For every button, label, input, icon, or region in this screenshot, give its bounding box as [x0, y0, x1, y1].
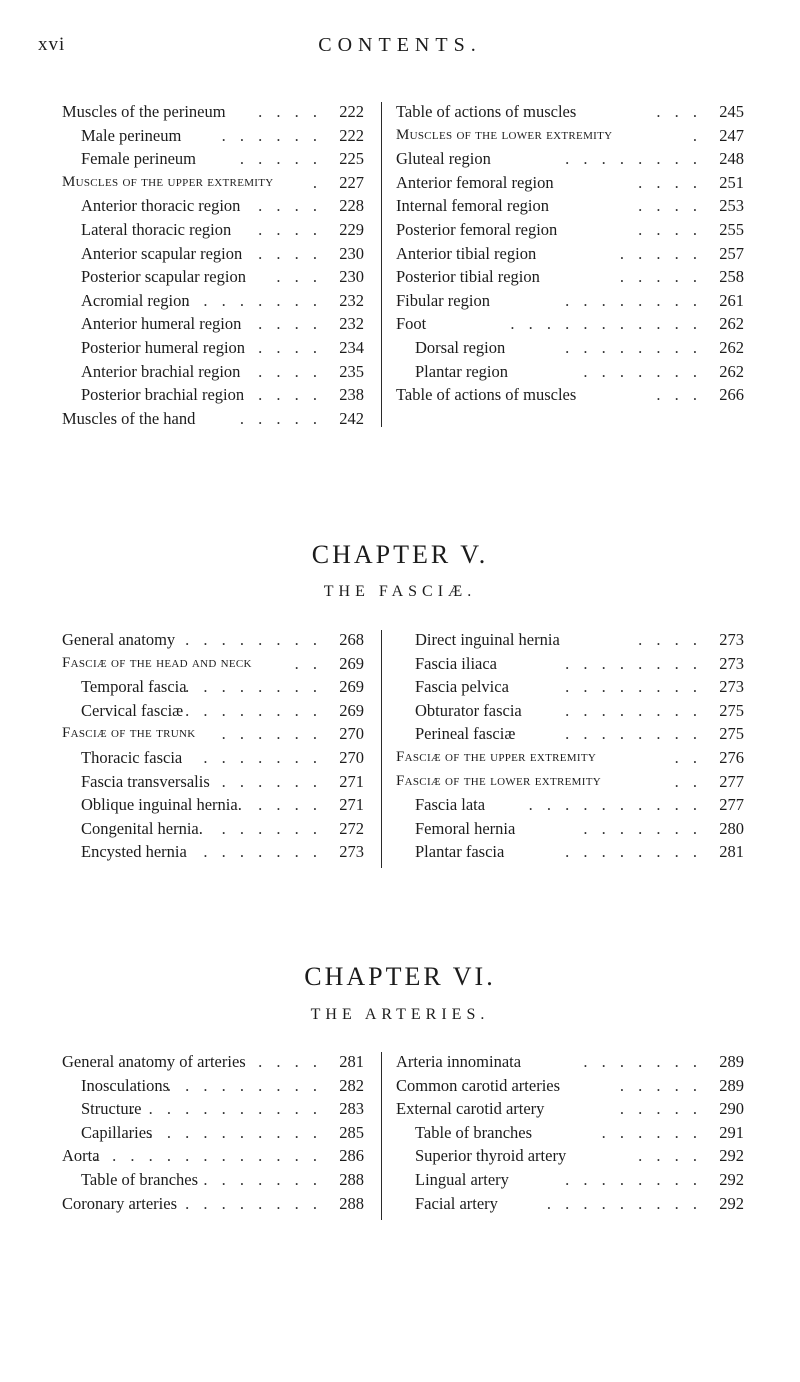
toc-entry-label: External carotid artery	[396, 1099, 545, 1119]
toc-entry-label: Fasciæ of the head and neck	[62, 654, 252, 671]
toc-entry-page: 270	[339, 724, 364, 744]
toc-entry-page: 292	[719, 1146, 744, 1166]
dot-leader: . . . . .	[619, 1099, 702, 1119]
toc-entry	[62, 407, 364, 431]
toc-entry-label: Arteria innominata	[396, 1052, 522, 1071]
toc-entry-page: 277	[719, 795, 744, 815]
toc-entry	[62, 817, 364, 841]
dot-leader: . . . .	[258, 795, 322, 815]
toc-entry	[62, 840, 364, 864]
toc-entry-label: General anatomy of arteries	[62, 1052, 246, 1071]
toc-entry	[396, 722, 744, 746]
dot-leader: . . . .	[258, 243, 322, 263]
toc-entry-label: Fascia iliaca	[415, 653, 498, 673]
toc-entry	[396, 265, 744, 289]
toc-entry-page: 229	[339, 219, 364, 239]
dot-leader: . . . . . . . .	[565, 290, 702, 310]
dot-leader: . . . .	[258, 196, 322, 216]
toc-entry-label: Table of actions of muscles	[396, 385, 577, 405]
toc-entry	[62, 1097, 364, 1121]
toc-entry-page: 275	[719, 724, 744, 744]
toc-entry-page: 276	[719, 747, 744, 767]
toc-entry	[396, 840, 744, 864]
toc-entry-label: Gluteal region	[396, 149, 491, 169]
dot-leader: . . . . .	[239, 149, 322, 169]
toc-entry-page: 268	[339, 630, 364, 649]
toc-entry-label: Anterior thoracic region	[81, 196, 241, 216]
toc-entry	[62, 360, 364, 384]
toc-column-right	[396, 1050, 744, 1215]
toc-entry-label: Lingual artery	[415, 1169, 509, 1189]
toc-entry	[62, 336, 364, 360]
toc-entry	[396, 171, 744, 195]
dot-leader: . . . . . . . . . . . . .	[93, 1146, 322, 1166]
toc-entry-label: Perineal fasciæ	[415, 724, 516, 744]
dot-leader: .	[692, 125, 702, 145]
toc-entry-page: 272	[339, 818, 364, 838]
dot-leader: . . . . . .	[221, 724, 322, 744]
toc-entry-page: 232	[339, 314, 364, 334]
toc-entry-page: 280	[719, 818, 744, 838]
toc-entry-page: 292	[719, 1169, 744, 1189]
toc-entry	[62, 124, 364, 148]
toc-entry-page: 283	[339, 1099, 364, 1119]
toc-entry-page: 273	[339, 842, 364, 862]
toc-entry-page: 222	[339, 102, 364, 121]
toc-entry	[396, 1144, 744, 1168]
toc-entry	[62, 1168, 364, 1192]
dot-leader: . . . . .	[239, 408, 322, 428]
toc-entry-page: 269	[339, 653, 364, 673]
toc-entry-page: 248	[719, 149, 744, 169]
dot-leader: . . . . . .	[601, 1122, 702, 1142]
toc-entry	[62, 675, 364, 699]
toc-entry-label: Capillaries	[81, 1122, 153, 1142]
toc-entry-page: 262	[719, 337, 744, 357]
toc-entry-page: 270	[339, 747, 364, 767]
toc-entry-label: Plantar region	[415, 361, 509, 381]
toc-entry-label: Fasciæ of the lower extremity	[396, 772, 601, 789]
dot-leader: . . . . . . . .	[565, 724, 702, 744]
dot-leader: . . . . . .	[221, 771, 322, 791]
toc-entry-page: 273	[719, 677, 744, 697]
toc-column-left	[62, 1050, 364, 1215]
toc-entry-page: 288	[339, 1169, 364, 1189]
dot-leader: . . . . . . . .	[185, 630, 322, 649]
toc-entry-label: Anterior humeral region	[81, 314, 242, 334]
toc-entry-page: 262	[719, 314, 744, 334]
toc-entry-page: 282	[339, 1075, 364, 1095]
dot-leader: . . . .	[258, 102, 322, 121]
toc-entry-page: 289	[719, 1052, 744, 1071]
toc-entry-label: Anterior femoral region	[396, 172, 554, 192]
toc-block-arteries	[0, 1050, 800, 1225]
toc-entry	[396, 124, 744, 148]
column-divider	[381, 630, 382, 868]
toc-column-right	[396, 628, 744, 864]
dot-leader: . . . .	[258, 1052, 322, 1071]
toc-entry-label: Posterior brachial region	[81, 385, 245, 405]
toc-entry-label: Superior thyroid artery	[415, 1146, 567, 1166]
toc-entry	[396, 242, 744, 266]
toc-entry-page: 238	[339, 385, 364, 405]
toc-entry	[396, 1121, 744, 1145]
toc-entry	[62, 194, 364, 218]
dot-leader: . . . . . .	[221, 818, 322, 838]
toc-entry-page: 230	[339, 267, 364, 287]
chapter-v-title: CHAPTER V.	[311, 540, 489, 569]
toc-entry-label: Thoracic fascia	[81, 747, 183, 767]
toc-entry-page: 288	[339, 1193, 364, 1213]
toc-column-left	[62, 100, 364, 430]
dot-leader: . . . . .	[619, 267, 702, 287]
toc-entry-label: Plantar fascia	[415, 842, 505, 862]
toc-entry-label: Fibular region	[396, 290, 490, 310]
dot-leader: . . .	[656, 385, 702, 405]
dot-leader: . . . . . . . .	[185, 1193, 322, 1213]
dot-leader: . . . . . . .	[203, 747, 322, 767]
dot-leader: . . . . . . .	[583, 361, 702, 381]
toc-entry-label: Femoral hernia	[415, 818, 516, 838]
toc-entry-label: Anterior scapular region	[81, 243, 243, 263]
toc-entry-label: Posterior femoral region	[396, 219, 558, 239]
dot-leader: . . . . . . .	[203, 1169, 322, 1189]
toc-entry-page: 230	[339, 243, 364, 263]
toc-entry-label: Common carotid arteries	[396, 1075, 561, 1095]
toc-entry-label: Table of actions of muscles	[396, 102, 577, 121]
toc-entry-label: Cervical fasciæ	[81, 700, 184, 720]
toc-entry-label: Oblique inguinal hernia.	[81, 795, 242, 815]
toc-entry-label: Muscles of the perineum	[62, 102, 226, 121]
running-title: CONTENTS.	[318, 34, 482, 56]
toc-entry	[62, 100, 364, 124]
toc-entry-page: 291	[719, 1122, 744, 1142]
toc-entry-label: Structure	[81, 1099, 142, 1119]
toc-entry	[396, 360, 744, 384]
toc-entry-label: Muscles of the lower extremity	[396, 126, 613, 143]
toc-entry-page: 292	[719, 1193, 744, 1213]
dot-leader: . . . .	[258, 337, 322, 357]
dot-leader: . .	[674, 771, 702, 791]
toc-entry-label: Muscles of the hand	[62, 408, 196, 428]
toc-entry-label: Posterior humeral region	[81, 337, 246, 357]
dot-leader: . . . . . . .	[583, 1052, 702, 1071]
toc-entry-page: 273	[719, 653, 744, 673]
dot-leader: . . . . . . .	[203, 842, 322, 862]
toc-entry-page: 225	[339, 149, 364, 169]
toc-entry-label: Posterior scapular region	[81, 267, 246, 287]
toc-entry-page: 290	[719, 1099, 744, 1119]
dot-leader: . . . . . . . .	[565, 677, 702, 697]
toc-entry-label: Fascia pelvica	[415, 677, 509, 697]
toc-entry	[396, 675, 744, 699]
toc-entry-page: 245	[719, 102, 744, 121]
toc-entry	[62, 1050, 364, 1074]
toc-block-fasciae	[0, 628, 800, 873]
toc-entry-label: Lateral thoracic region	[81, 219, 232, 239]
dot-leader: . .	[674, 747, 702, 767]
toc-entry-label: Table of branches	[415, 1122, 533, 1142]
dot-leader: . . . . . . . .	[185, 677, 322, 697]
toc-entry-page: 255	[719, 219, 744, 239]
toc-entry	[396, 793, 744, 817]
toc-entry	[396, 817, 744, 841]
toc-entry-page: 271	[339, 795, 364, 815]
dot-leader: . . . . . . . . . . .	[510, 314, 702, 334]
toc-entry	[62, 383, 364, 407]
dot-leader: . . . . . . . .	[565, 842, 702, 862]
toc-entry	[396, 218, 744, 242]
toc-entry-page: 286	[339, 1146, 364, 1166]
toc-entry-page: 258	[719, 267, 744, 287]
dot-leader: . . . . . . . .	[565, 653, 702, 673]
dot-leader: . . . . .	[619, 243, 702, 263]
dot-leader: . . .	[276, 267, 322, 287]
toc-entry-page: 275	[719, 700, 744, 720]
toc-entry	[396, 628, 744, 652]
toc-entry	[62, 171, 364, 195]
dot-leader: . . . .	[258, 219, 322, 239]
toc-entry	[62, 746, 364, 770]
toc-entry	[62, 1192, 364, 1216]
toc-entry	[62, 1121, 364, 1145]
toc-entry-page: 285	[339, 1122, 364, 1142]
dot-leader: . . . .	[258, 314, 322, 334]
dot-leader: . . . . .	[619, 1075, 702, 1095]
toc-entry-label: Dorsal region	[415, 337, 506, 357]
toc-entry	[62, 312, 364, 336]
toc-column-right	[396, 100, 744, 407]
toc-entry	[396, 312, 744, 336]
toc-entry-label: Direct inguinal hernia	[415, 630, 560, 649]
toc-entry-label: Anterior brachial region	[81, 361, 241, 381]
toc-entry-page: 281	[339, 1052, 364, 1071]
dot-leader: . . . .	[638, 1146, 702, 1166]
dot-leader: . . . .	[638, 196, 702, 216]
toc-column-left	[62, 628, 364, 864]
toc-entry	[62, 652, 364, 676]
toc-entry-page: 227	[339, 172, 364, 192]
toc-entry	[396, 699, 744, 723]
chapter-v-subtitle: THE FASCIÆ.	[323, 583, 477, 600]
toc-entry	[62, 1074, 364, 1098]
dot-leader: . . . . . . . . . . .	[130, 1099, 322, 1119]
dot-leader: . . . .	[638, 172, 702, 192]
dot-leader: . . . .	[258, 385, 322, 405]
toc-entry-page: 247	[719, 125, 744, 145]
toc-entry	[396, 1097, 744, 1121]
toc-entry-page: 228	[339, 196, 364, 216]
dot-leader: . . . . . . . . . .	[148, 1122, 322, 1142]
toc-entry-page: 266	[719, 385, 744, 405]
dot-leader: . . . . . .	[221, 125, 322, 145]
toc-entry-page: 235	[339, 361, 364, 381]
toc-entry-label: Fasciæ of the upper extremity	[396, 748, 597, 765]
toc-entry	[396, 336, 744, 360]
toc-entry-label: Encysted hernia	[81, 842, 187, 862]
toc-entry-label: Posterior tibial region	[396, 267, 540, 287]
dot-leader: . . . . . . .	[583, 818, 702, 838]
toc-entry	[62, 722, 364, 746]
dot-leader: . . .	[656, 102, 702, 121]
toc-entry	[396, 1074, 744, 1098]
toc-entry-label: Fascia lata	[415, 795, 486, 815]
column-divider	[381, 1052, 382, 1220]
toc-entry-label: Fascia transversalis	[81, 771, 210, 791]
toc-entry	[396, 1168, 744, 1192]
toc-entry-page: 242	[339, 408, 364, 428]
toc-entry-label: Aorta	[62, 1146, 100, 1166]
toc-entry-page: 253	[719, 196, 744, 216]
toc-entry-page: 289	[719, 1075, 744, 1095]
dot-leader: . . . . . . . .	[565, 149, 702, 169]
toc-entry-label: Inosculations	[81, 1075, 169, 1095]
toc-entry-page: 273	[719, 630, 744, 649]
toc-entry-page: 222	[339, 125, 364, 145]
toc-block-muscles	[0, 100, 800, 435]
toc-entry	[62, 793, 364, 817]
column-divider	[381, 102, 382, 427]
toc-entry-label: Foot	[396, 314, 427, 334]
toc-entry-page: 257	[719, 243, 744, 263]
dot-leader: . . . . . . . . . .	[528, 795, 702, 815]
toc-entry	[62, 1144, 364, 1168]
toc-entry-label: General anatomy	[62, 630, 176, 649]
toc-entry	[396, 194, 744, 218]
dot-leader: .	[312, 172, 322, 192]
toc-entry	[396, 383, 744, 407]
dot-leader: . . . . . . . .	[185, 290, 322, 310]
toc-entry-page: 261	[719, 290, 744, 310]
toc-entry	[396, 746, 744, 770]
toc-entry	[62, 628, 364, 652]
dot-leader: . . . . . . . .	[565, 337, 702, 357]
toc-entry-label: Female perineum	[81, 149, 197, 169]
toc-entry-label: Muscles of the upper extremity	[62, 173, 274, 190]
toc-entry	[396, 770, 744, 794]
toc-entry-label: Fasciæ of the trunk	[62, 725, 196, 742]
page-number: xvi	[38, 34, 66, 55]
toc-entry-page: 232	[339, 290, 364, 310]
toc-entry	[396, 147, 744, 171]
toc-entry	[396, 289, 744, 313]
toc-entry	[62, 147, 364, 171]
dot-leader: . .	[294, 653, 322, 673]
dot-leader: . . . .	[638, 219, 702, 239]
chapter-vi-title: CHAPTER VI.	[304, 962, 496, 991]
toc-entry-label: Congenital hernia.	[81, 818, 203, 838]
toc-entry-page: 281	[719, 842, 744, 862]
toc-entry-page: 269	[339, 700, 364, 720]
dot-leader: . . . .	[258, 361, 322, 381]
toc-entry-page: 269	[339, 677, 364, 697]
toc-entry	[396, 1050, 744, 1074]
dot-leader: . . . . . . . . .	[166, 1075, 322, 1095]
toc-entry-page: 277	[719, 771, 744, 791]
toc-entry-label: Facial artery	[415, 1193, 498, 1213]
dot-leader: . . . . . . . .	[565, 1169, 702, 1189]
toc-entry-label: Internal femoral region	[396, 196, 550, 216]
toc-entry-page: 251	[719, 172, 744, 192]
toc-entry	[62, 770, 364, 794]
toc-entry-label: Coronary arteries	[62, 1193, 177, 1213]
toc-entry	[396, 1192, 744, 1216]
toc-entry-page: 271	[339, 771, 364, 791]
dot-leader: . . . . . . . . .	[546, 1193, 702, 1213]
toc-entry	[396, 100, 744, 124]
toc-entry-label: Temporal fascia	[81, 677, 187, 697]
toc-entry	[62, 242, 364, 266]
toc-entry-page: 262	[719, 361, 744, 381]
toc-entry	[62, 265, 364, 289]
dot-leader: . . . . . . . .	[565, 700, 702, 720]
page-header	[0, 34, 800, 58]
toc-entry	[62, 699, 364, 723]
chapter-vi-subtitle: THE ARTERIES.	[310, 1006, 490, 1023]
dot-leader: . . . . . . . .	[185, 700, 322, 720]
toc-entry-label: Male perineum	[81, 125, 182, 145]
toc-entry	[62, 218, 364, 242]
dot-leader: . . . .	[638, 630, 702, 649]
toc-entry-page: 234	[339, 337, 364, 357]
toc-entry	[62, 289, 364, 313]
toc-entry-label: Anterior tibial region	[396, 243, 537, 263]
toc-entry-label: Acromial region	[81, 290, 190, 310]
toc-entry	[396, 652, 744, 676]
toc-entry-label: Obturator fascia	[415, 700, 522, 720]
toc-entry-label: Table of branches	[81, 1169, 199, 1189]
